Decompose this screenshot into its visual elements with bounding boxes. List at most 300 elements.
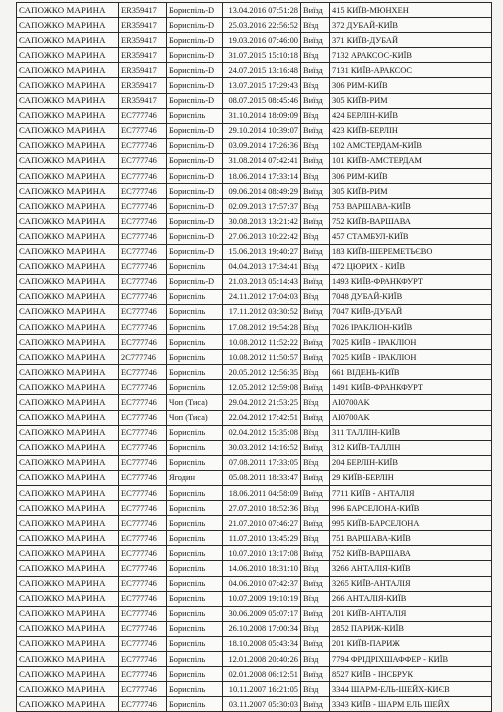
checkpoint-cell: Бориспіль-D [167, 138, 223, 153]
route-cell: 7048 ДУБАЙ-КИЇВ [330, 289, 492, 304]
table-row [17, 365, 492, 380]
table-row [17, 470, 492, 485]
person-name-cell: САПОЖКО МАРИНА [17, 410, 119, 425]
table-row [17, 652, 492, 667]
person-name-cell: САПОЖКО МАРИНА [17, 3, 119, 18]
checkpoint-cell: Бориспіль [167, 561, 223, 576]
table-row [17, 153, 492, 168]
table-row [17, 697, 492, 712]
route-cell: 2852 ПАРИЖ-КИЇВ [330, 621, 492, 636]
route-cell: 306 РИМ-КИЇВ [330, 78, 492, 93]
person-name-cell: САПОЖКО МАРИНА [17, 591, 119, 606]
route-cell: 3343 КИЇВ - ШАРМ ЕЛЬ ШЕЙХ [330, 697, 492, 712]
direction-cell: Виїзд [301, 335, 330, 350]
datetime-cell: 10.07.2009 19:10:19 [223, 591, 301, 606]
datetime-cell: 30.03.2012 14:16:52 [223, 440, 301, 455]
person-name-cell: САПОЖКО МАРИНА [17, 319, 119, 334]
direction-cell: Виїзд [301, 486, 330, 501]
person-name-cell: САПОЖКО МАРИНА [17, 123, 119, 138]
datetime-cell: 31.08.2014 07:42:41 [223, 153, 301, 168]
table-row [17, 123, 492, 138]
person-name-cell: САПОЖКО МАРИНА [17, 621, 119, 636]
datetime-cell: 03.11.2007 05:30:03 [223, 697, 301, 712]
person-name-cell: САПОЖКО МАРИНА [17, 546, 119, 561]
table-row [17, 486, 492, 501]
checkpoint-cell: Бориспіль [167, 501, 223, 516]
passport-cell: ER359417 [119, 33, 167, 48]
direction-cell: Виїзд [301, 153, 330, 168]
checkpoint-cell: Бориспіль [167, 319, 223, 334]
checkpoint-cell: Бориспіль [167, 425, 223, 440]
datetime-cell: 09.06.2014 08:49:29 [223, 184, 301, 199]
route-cell: 8527 КИЇВ - ІНСБРУК [330, 667, 492, 682]
direction-cell: Виїзд [301, 123, 330, 138]
person-name-cell: САПОЖКО МАРИНА [17, 108, 119, 123]
person-name-cell: САПОЖКО МАРИНА [17, 380, 119, 395]
passport-cell: ER359417 [119, 18, 167, 33]
person-name-cell: САПОЖКО МАРИНА [17, 18, 119, 33]
direction-cell: Вїзд [301, 652, 330, 667]
table-row [17, 138, 492, 153]
direction-cell: Виїзд [301, 380, 330, 395]
table-row [17, 78, 492, 93]
passport-cell: EC777746 [119, 108, 167, 123]
route-cell: 3266 АНТАЛІЯ-КИЇВ [330, 561, 492, 576]
person-name-cell: САПОЖКО МАРИНА [17, 531, 119, 546]
checkpoint-cell: Бориспіль-D [167, 229, 223, 244]
checkpoint-cell: Бориспіль-D [167, 169, 223, 184]
passport-cell: EC777746 [119, 425, 167, 440]
route-cell: 183 КИЇВ-ШЕРЕМЕТЬЄВО [330, 244, 492, 259]
route-cell: 266 АНТАЛІЯ-КИЇВ [330, 591, 492, 606]
passport-cell: EC777746 [119, 289, 167, 304]
passport-cell: EC777746 [119, 274, 167, 289]
passport-cell: EC777746 [119, 410, 167, 425]
passport-cell: EC777746 [119, 138, 167, 153]
passport-cell: EC777746 [119, 531, 167, 546]
route-cell: 3344 ШАРМ-ЕЛЬ-ШЕЙХ-КИЄВ [330, 682, 492, 697]
passport-cell: ER359417 [119, 63, 167, 78]
checkpoint-cell: Бориспіль [167, 486, 223, 501]
route-cell: AI0700AK [330, 395, 492, 410]
datetime-cell: 10.07.2010 13:17:08 [223, 546, 301, 561]
passport-cell: EC777746 [119, 486, 167, 501]
table-row [17, 259, 492, 274]
direction-cell: Виїзд [301, 606, 330, 621]
direction-cell: Вїзд [301, 229, 330, 244]
passport-cell: EC777746 [119, 606, 167, 621]
direction-cell: Виїзд [301, 274, 330, 289]
passport-cell: EC777746 [119, 319, 167, 334]
datetime-cell: 02.04.2012 15:35:08 [223, 425, 301, 440]
passport-cell: ER359417 [119, 78, 167, 93]
route-cell: 7025 КИЇВ - ІРАКЛІОН [330, 335, 492, 350]
route-cell: 305 КИЇВ-РИМ [330, 93, 492, 108]
table-row [17, 229, 492, 244]
passport-cell: EC777746 [119, 304, 167, 319]
passport-cell: EC777746 [119, 455, 167, 470]
route-cell: 996 БАРСЕЛОНА-КИЇВ [330, 501, 492, 516]
person-name-cell: САПОЖКО МАРИНА [17, 455, 119, 470]
passport-cell: EC777746 [119, 501, 167, 516]
datetime-cell: 25.03.2016 22:56:52 [223, 18, 301, 33]
checkpoint-cell: Бориспіль [167, 667, 223, 682]
direction-cell: Виїзд [301, 3, 330, 18]
table-row [17, 440, 492, 455]
table-row [17, 3, 492, 18]
direction-cell: Виїзд [301, 440, 330, 455]
checkpoint-cell: Бориспіль [167, 531, 223, 546]
person-name-cell: САПОЖКО МАРИНА [17, 561, 119, 576]
passport-cell: EC777746 [119, 199, 167, 214]
checkpoint-cell: Бориспіль [167, 108, 223, 123]
route-cell: 423 КИЇВ-БЕРЛІН [330, 123, 492, 138]
table-row [17, 108, 492, 123]
direction-cell: Виїзд [301, 33, 330, 48]
checkpoint-cell: Бориспіль-D [167, 199, 223, 214]
route-cell: 752 КИЇВ-ВАРШАВА [330, 214, 492, 229]
route-cell: 752 КИЇВ-ВАРШАВА [330, 546, 492, 561]
person-name-cell: САПОЖКО МАРИНА [17, 486, 119, 501]
checkpoint-cell: Бориспіль [167, 335, 223, 350]
passport-cell: EC777746 [119, 229, 167, 244]
datetime-cell: 08.07.2015 08:45:46 [223, 93, 301, 108]
datetime-cell: 29.10.2014 10:39:07 [223, 123, 301, 138]
table-row [17, 93, 492, 108]
datetime-cell: 18.06.2014 17:33:14 [223, 169, 301, 184]
passport-cell: EC777746 [119, 335, 167, 350]
passport-cell: EC777746 [119, 516, 167, 531]
passport-cell: ER359417 [119, 3, 167, 18]
person-name-cell: САПОЖКО МАРИНА [17, 350, 119, 365]
route-cell: 415 КИЇВ-МЮНХЕН [330, 3, 492, 18]
datetime-cell: 04.04.2013 17:34:41 [223, 259, 301, 274]
person-name-cell: САПОЖКО МАРИНА [17, 244, 119, 259]
checkpoint-cell: Бориспіль [167, 652, 223, 667]
checkpoint-cell: Бориспіль [167, 365, 223, 380]
datetime-cell: 27.06.2013 10:22:42 [223, 229, 301, 244]
table-row [17, 561, 492, 576]
checkpoint-cell: Бориспіль [167, 440, 223, 455]
checkpoint-cell: Бориспіль [167, 289, 223, 304]
checkpoint-cell: Бориспіль-D [167, 48, 223, 63]
route-cell: 306 РИМ-КИЇВ [330, 169, 492, 184]
checkpoint-cell: Бориспіль [167, 380, 223, 395]
datetime-cell: 29.04.2012 21:53:25 [223, 395, 301, 410]
direction-cell: Вїзд [301, 455, 330, 470]
passport-cell: EC777746 [119, 153, 167, 168]
table-row [17, 304, 492, 319]
passport-cell: ER359417 [119, 93, 167, 108]
direction-cell: Вїзд [301, 621, 330, 636]
passport-cell: EC777746 [119, 244, 167, 259]
datetime-cell: 26.10.2008 17:00:34 [223, 621, 301, 636]
person-name-cell: САПОЖКО МАРИНА [17, 516, 119, 531]
route-cell: 472 ЦЮРИХ - КИЇВ [330, 259, 492, 274]
checkpoint-cell: Бориспіль-D [167, 153, 223, 168]
person-name-cell: САПОЖКО МАРИНА [17, 304, 119, 319]
table-row [17, 516, 492, 531]
person-name-cell: САПОЖКО МАРИНА [17, 682, 119, 697]
datetime-cell: 21.07.2010 07:46:27 [223, 516, 301, 531]
table-row [17, 33, 492, 48]
route-cell: 311 ТАЛЛІН-КИЇВ [330, 425, 492, 440]
route-cell: 201 КИЇВ-АНТАЛІЯ [330, 606, 492, 621]
direction-cell: Виїзд [301, 667, 330, 682]
table-row [17, 48, 492, 63]
datetime-cell: 30.08.2013 13:21:42 [223, 214, 301, 229]
person-name-cell: САПОЖКО МАРИНА [17, 48, 119, 63]
direction-cell: Виїзд [301, 516, 330, 531]
checkpoint-cell: Бориспіль [167, 455, 223, 470]
datetime-cell: 10.08.2012 11:52:22 [223, 335, 301, 350]
datetime-cell: 17.11.2012 03:30:52 [223, 304, 301, 319]
route-cell: 457 СТАМБУЛ-КИЇВ [330, 229, 492, 244]
checkpoint-cell: Бориспіль-D [167, 18, 223, 33]
datetime-cell: 15.06.2013 19:40:27 [223, 244, 301, 259]
checkpoint-cell: Бориспіль-D [167, 214, 223, 229]
datetime-cell: 12.05.2012 12:59:08 [223, 380, 301, 395]
person-name-cell: САПОЖКО МАРИНА [17, 199, 119, 214]
person-name-cell: САПОЖКО МАРИНА [17, 606, 119, 621]
person-name-cell: САПОЖКО МАРИНА [17, 697, 119, 712]
direction-cell: Виїзд [301, 244, 330, 259]
person-name-cell: САПОЖКО МАРИНА [17, 470, 119, 485]
direction-cell: Виїзд [301, 93, 330, 108]
route-cell: 372 ДУБАЙ-КИЇВ [330, 18, 492, 33]
table-row [17, 531, 492, 546]
passport-cell: EC777746 [119, 470, 167, 485]
direction-cell: Виїзд [301, 214, 330, 229]
checkpoint-cell: Бориспіль [167, 606, 223, 621]
person-name-cell: САПОЖКО МАРИНА [17, 425, 119, 440]
person-name-cell: САПОЖКО МАРИНА [17, 274, 119, 289]
datetime-cell: 11.07.2010 13:45:29 [223, 531, 301, 546]
datetime-cell: 18.10.2008 05:43:34 [223, 636, 301, 651]
datetime-cell: 04.06.2010 07:42:37 [223, 576, 301, 591]
table-body [17, 3, 492, 712]
table-row [17, 546, 492, 561]
table-row [17, 274, 492, 289]
route-cell: 7711 КИЇВ - АНТАЛІЯ [330, 486, 492, 501]
datetime-cell: 19.03.2016 07:46:00 [223, 33, 301, 48]
datetime-cell: 10.11.2007 16:21:05 [223, 682, 301, 697]
checkpoint-cell: Бориспіль-D [167, 244, 223, 259]
checkpoint-cell: Чоп (Тиса) [167, 410, 223, 425]
datetime-cell: 14.06.2010 18:31:10 [223, 561, 301, 576]
passport-cell: 2C777746 [119, 350, 167, 365]
person-name-cell: САПОЖКО МАРИНА [17, 636, 119, 651]
route-cell: 751 ВАРШАВА-КИЇВ [330, 531, 492, 546]
table-row [17, 425, 492, 440]
person-name-cell: САПОЖКО МАРИНА [17, 93, 119, 108]
table-row [17, 244, 492, 259]
datetime-cell: 24.07.2015 13:16:48 [223, 63, 301, 78]
datetime-cell: 31.07.2015 15:10:18 [223, 48, 301, 63]
direction-cell: Виїзд [301, 697, 330, 712]
passport-cell: EC777746 [119, 561, 167, 576]
direction-cell: Вїзд [301, 682, 330, 697]
direction-cell: Вїзд [301, 78, 330, 93]
direction-cell: Вїзд [301, 561, 330, 576]
checkpoint-cell: Бориспіль [167, 546, 223, 561]
person-name-cell: САПОЖКО МАРИНА [17, 395, 119, 410]
table-row [17, 667, 492, 682]
direction-cell: Виїзд [301, 184, 330, 199]
table-row [17, 199, 492, 214]
datetime-cell: 24.11.2012 17:04:03 [223, 289, 301, 304]
passport-cell: EC777746 [119, 184, 167, 199]
passport-cell: EC777746 [119, 667, 167, 682]
person-name-cell: САПОЖКО МАРИНА [17, 78, 119, 93]
checkpoint-cell: Бориспіль-D [167, 184, 223, 199]
checkpoint-cell: Бориспіль [167, 304, 223, 319]
datetime-cell: 02.01.2008 06:12:51 [223, 667, 301, 682]
passport-cell: EC777746 [119, 636, 167, 651]
direction-cell: Виїзд [301, 636, 330, 651]
route-cell: 305 КИЇВ-РИМ [330, 184, 492, 199]
passport-cell: EC777746 [119, 169, 167, 184]
table-row [17, 63, 492, 78]
datetime-cell: 12.01.2008 20:40:26 [223, 652, 301, 667]
table-row [17, 576, 492, 591]
route-cell: 101 КИЇВ-АМСТЕРДАМ [330, 153, 492, 168]
datetime-cell: 10.08.2012 11:50:57 [223, 350, 301, 365]
checkpoint-cell: Бориспіль-D [167, 3, 223, 18]
checkpoint-cell: Чоп (Тиса) [167, 395, 223, 410]
table-row [17, 395, 492, 410]
route-cell: AI0700AK [330, 410, 492, 425]
person-name-cell: САПОЖКО МАРИНА [17, 153, 119, 168]
route-cell: 371 КИЇВ-ДУБАЙ [330, 33, 492, 48]
route-cell: 7025 КИЇВ - ІРАКЛІОН [330, 350, 492, 365]
direction-cell: Виїзд [301, 470, 330, 485]
direction-cell: Вїзд [301, 425, 330, 440]
passport-cell: EC777746 [119, 576, 167, 591]
route-cell: 995 КИЇВ-БАРСЕЛОНА [330, 516, 492, 531]
datetime-cell: 22.04.2012 17:42:51 [223, 410, 301, 425]
checkpoint-cell: Бориспіль-D [167, 274, 223, 289]
datetime-cell: 20.05.2012 12:56:35 [223, 365, 301, 380]
datetime-cell: 03.09.2014 17:26:36 [223, 138, 301, 153]
passport-cell: EC777746 [119, 546, 167, 561]
route-cell: 102 АМСТЕРДАМ-КИЇВ [330, 138, 492, 153]
checkpoint-cell: Бориспіль [167, 350, 223, 365]
passport-cell: EC777746 [119, 440, 167, 455]
direction-cell: Вїзд [301, 108, 330, 123]
datetime-cell: 30.06.2009 05:07:17 [223, 606, 301, 621]
checkpoint-cell: Бориспіль-D [167, 78, 223, 93]
checkpoint-cell: Бориспіль-D [167, 93, 223, 108]
direction-cell: Виїзд [301, 576, 330, 591]
direction-cell: Вїзд [301, 395, 330, 410]
checkpoint-cell: Бориспіль [167, 697, 223, 712]
direction-cell: Вїзд [301, 501, 330, 516]
passport-cell: EC777746 [119, 591, 167, 606]
table-row [17, 606, 492, 621]
table-row [17, 169, 492, 184]
table-row [17, 18, 492, 33]
passport-cell: EC777746 [119, 395, 167, 410]
checkpoint-cell: Бориспіль [167, 576, 223, 591]
datetime-cell: 02.09.2013 17:57:37 [223, 199, 301, 214]
direction-cell: Вїзд [301, 531, 330, 546]
direction-cell: Вїзд [301, 169, 330, 184]
person-name-cell: САПОЖКО МАРИНА [17, 365, 119, 380]
route-cell: 201 КИЇВ-ПАРИЖ [330, 636, 492, 651]
direction-cell: Виїзд [301, 304, 330, 319]
route-cell: 753 ВАРШАВА-КИЇВ [330, 199, 492, 214]
direction-cell: Виїзд [301, 410, 330, 425]
person-name-cell: САПОЖКО МАРИНА [17, 169, 119, 184]
datetime-cell: 27.07.2010 18:52:36 [223, 501, 301, 516]
table-row [17, 410, 492, 425]
person-name-cell: САПОЖКО МАРИНА [17, 440, 119, 455]
datetime-cell: 31.10.2014 18:09:09 [223, 108, 301, 123]
person-name-cell: САПОЖКО МАРИНА [17, 259, 119, 274]
passport-cell: EC777746 [119, 380, 167, 395]
checkpoint-cell: Бориспіль [167, 516, 223, 531]
route-cell: 424 БЕРЛІН-КИЇВ [330, 108, 492, 123]
datetime-cell: 18.06.2011 04:58:09 [223, 486, 301, 501]
person-name-cell: САПОЖКО МАРИНА [17, 33, 119, 48]
passport-cell: EC777746 [119, 259, 167, 274]
direction-cell: Вїзд [301, 259, 330, 274]
table-row [17, 289, 492, 304]
checkpoint-cell: Бориспіль [167, 682, 223, 697]
person-name-cell: САПОЖКО МАРИНА [17, 138, 119, 153]
table-row [17, 335, 492, 350]
direction-cell: Виїзд [301, 63, 330, 78]
route-cell: 312 КИЇВ-ТАЛЛІН [330, 440, 492, 455]
datetime-cell: 21.03.2013 05:14:43 [223, 274, 301, 289]
datetime-cell: 07.08.2011 17:33:05 [223, 455, 301, 470]
person-name-cell: САПОЖКО МАРИНА [17, 667, 119, 682]
direction-cell: Виїзд [301, 350, 330, 365]
table-row [17, 682, 492, 697]
person-name-cell: САПОЖКО МАРИНА [17, 63, 119, 78]
table-row [17, 501, 492, 516]
passport-cell: EC777746 [119, 365, 167, 380]
table-row [17, 319, 492, 334]
person-name-cell: САПОЖКО МАРИНА [17, 652, 119, 667]
checkpoint-cell: Ягодин [167, 470, 223, 485]
passport-cell: EC777746 [119, 621, 167, 636]
direction-cell: Вїзд [301, 365, 330, 380]
passport-cell: EC777746 [119, 682, 167, 697]
route-cell: 7794 ФРІДРІХШАФФЕР - КИЇВ [330, 652, 492, 667]
checkpoint-cell: Бориспіль-D [167, 63, 223, 78]
person-name-cell: САПОЖКО МАРИНА [17, 501, 119, 516]
route-cell: 661 ВІДЕНЬ-КИЇВ [330, 365, 492, 380]
table-row [17, 621, 492, 636]
person-name-cell: САПОЖКО МАРИНА [17, 335, 119, 350]
route-cell: 204 БЕРЛІН-КИЇВ [330, 455, 492, 470]
table-row [17, 591, 492, 606]
person-name-cell: САПОЖКО МАРИНА [17, 289, 119, 304]
checkpoint-cell: Бориспіль [167, 259, 223, 274]
checkpoint-cell: Бориспіль-D [167, 33, 223, 48]
passport-cell: EC777746 [119, 123, 167, 138]
table-row [17, 214, 492, 229]
direction-cell: Вїзд [301, 48, 330, 63]
route-cell: 7047 КИЇВ-ДУБАЙ [330, 304, 492, 319]
route-cell: 7132 АРАКСОС-КИЇВ [330, 48, 492, 63]
table-row [17, 380, 492, 395]
route-cell: 7026 ІРАКЛІОН-КИЇВ [330, 319, 492, 334]
passport-cell: EC777746 [119, 652, 167, 667]
direction-cell: Вїзд [301, 138, 330, 153]
